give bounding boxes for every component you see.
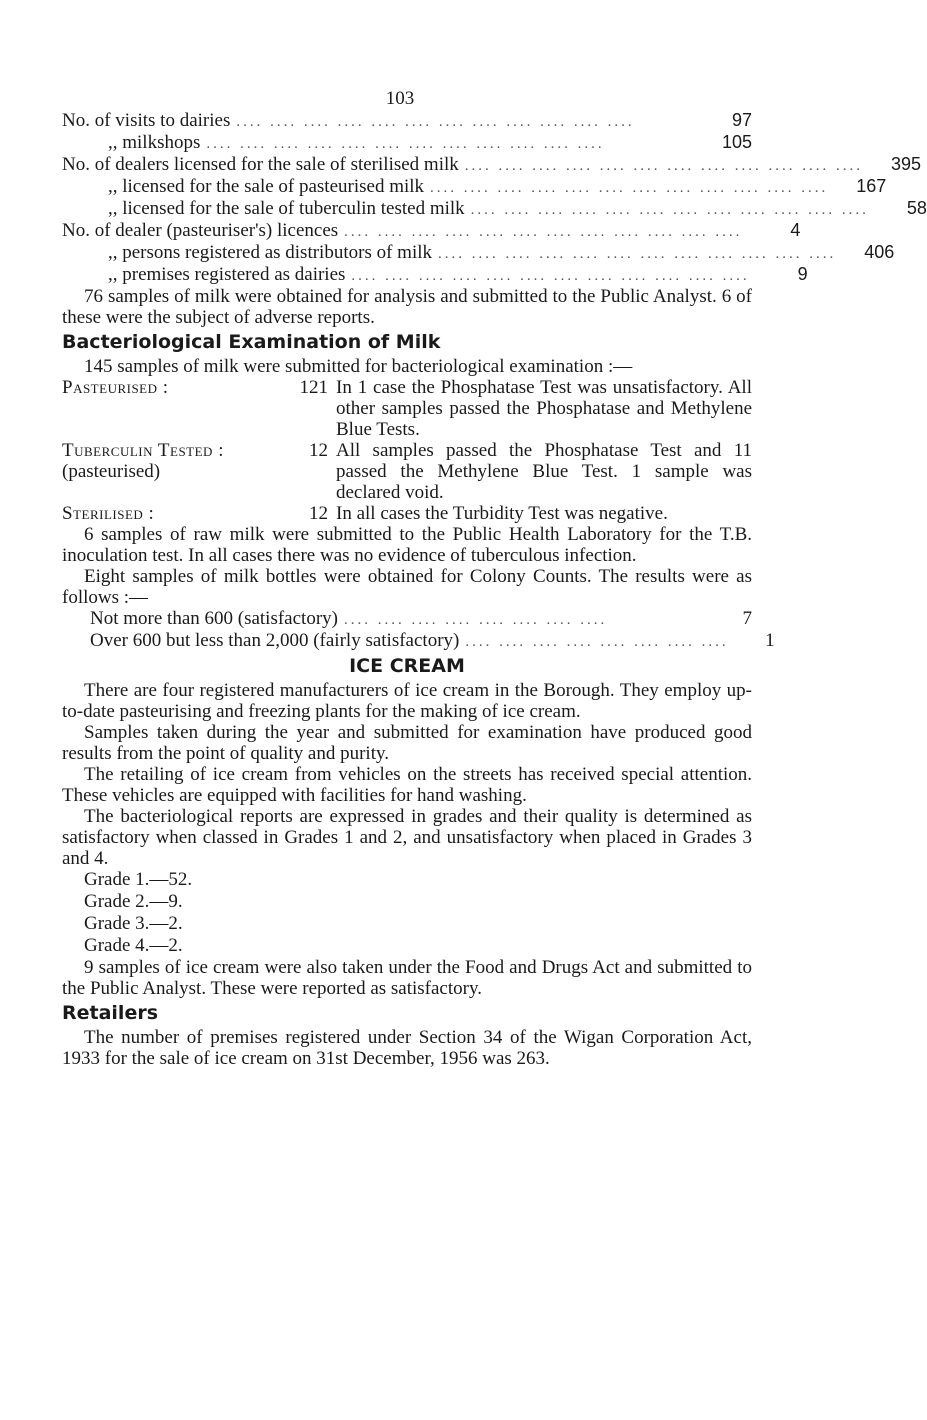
dairy-stats-list bbox=[62, 110, 927, 286]
stat-row bbox=[62, 198, 927, 220]
grade-item: Grade 2.—9. bbox=[84, 891, 183, 912]
stat-value: 105 bbox=[721, 132, 752, 152]
section-heading-retailers: Retailers bbox=[62, 1002, 159, 1024]
ice-cream-paragraph: Samples taken during the year and submitted for examination have produced good results from the point of quality and purity. bbox=[62, 722, 752, 764]
stat-value: 9 bbox=[797, 264, 808, 284]
category-label: Tuberculin Tested : bbox=[62, 440, 224, 461]
stat-row bbox=[62, 264, 808, 286]
retailers-paragraph: The number of premises registered under Section 34 of the Wigan Corporation Act, 1933 for the sale of ice cream on 31st December, 1956 was 263. bbox=[62, 1027, 752, 1069]
colony-count-row bbox=[62, 608, 752, 630]
stat-value: 4 bbox=[790, 220, 801, 240]
category-label: Pasteurised : bbox=[62, 377, 169, 398]
stat-label: ,, licensed for the sale of pasteurised milk bbox=[108, 176, 425, 197]
section-heading-ice-cream: ICE CREAM bbox=[349, 655, 465, 677]
section-heading-bacteriological: Bacteriological Examination of Milk bbox=[62, 331, 441, 353]
stat-row bbox=[62, 110, 752, 132]
category-count: 121 bbox=[299, 377, 328, 398]
colony-count-label: Over 600 but less than 2,000 (fairly satisfactory) bbox=[90, 630, 460, 651]
leader-dots: .... .... .... .... .... .... .... .... bbox=[343, 612, 608, 628]
stat-label: ,, milkshops bbox=[108, 132, 201, 153]
leader-dots: .... .... .... .... .... .... .... .... .... .... .... .... bbox=[430, 180, 829, 196]
leader-dots: .... .... .... .... .... .... .... .... .... .... .... .... bbox=[351, 268, 750, 284]
colony-count-row bbox=[62, 630, 775, 652]
page-content bbox=[62, 110, 927, 1069]
stat-row bbox=[62, 132, 752, 154]
grades-list bbox=[62, 869, 752, 957]
category-count: 12 bbox=[309, 503, 328, 524]
bottles-paragraph: Eight samples of milk bottles were obtained for Colony Counts. The results were as follows :— bbox=[62, 566, 752, 608]
colony-count-label: Not more than 600 (satisfactory) bbox=[90, 608, 338, 629]
grade-item: Grade 3.—2. bbox=[84, 913, 183, 934]
category-pasteurised bbox=[62, 377, 272, 440]
stat-value: 97 bbox=[731, 110, 752, 130]
colony-count-value: 1 bbox=[765, 630, 775, 651]
leader-dots: .... .... .... .... .... .... .... .... .... .... .... .... bbox=[470, 202, 869, 218]
colony-count-value: 7 bbox=[742, 608, 752, 629]
stat-label: ,, premises registered as dairies bbox=[108, 264, 346, 285]
stat-label: ,, persons registered as distributors of milk bbox=[108, 242, 433, 263]
page-number: 103 bbox=[385, 88, 415, 109]
stat-label: ,, licensed for the sale of tuberculin tested milk bbox=[108, 198, 465, 219]
analysis-paragraph: 76 samples of milk were obtained for analysis and submitted to the Public Analyst. 6 of these were the subject of adverse reports. bbox=[62, 286, 752, 328]
category-sublabel: (pasteurised) bbox=[62, 461, 161, 482]
raw-milk-paragraph: 6 samples of raw milk were submitted to the Public Health Laboratory for the T.B. inoculation test. In all cases there was no evidence of tuberculous infection. bbox=[62, 524, 752, 566]
grade-item: Grade 1.—52. bbox=[84, 869, 193, 890]
category-count: 12 bbox=[309, 440, 328, 461]
category-description: In 1 case the Phosphatase Test was unsatisfactory. All other samples passed the Phosphatase and Methylene Blue Tests. bbox=[336, 377, 752, 440]
stat-label: No. of visits to dairies bbox=[62, 110, 231, 131]
stat-label: No. of dealer (pasteuriser's) licences bbox=[62, 220, 339, 241]
ice-cream-paragraph: The bacteriological reports are expressed in grades and their quality is determined as satisfactory when classed in Grades 1 and 2, and unsatisfactory when placed in Grades 3 and 4. bbox=[62, 806, 752, 869]
stat-value: 167 bbox=[856, 176, 887, 196]
stat-value: 406 bbox=[864, 242, 895, 262]
leader-dots: .... .... .... .... .... .... .... .... .... .... .... .... bbox=[464, 158, 864, 174]
category-description: All samples passed the Phosphatase Test and 11 passed the Methylene Blue Test. 1 sample was declared void. bbox=[336, 440, 752, 503]
leader-dots: .... .... .... .... .... .... .... .... .... .... .... .... bbox=[438, 246, 837, 262]
bacteriological-intro: 145 samples of milk were submitted for bacteriological examination :— bbox=[84, 356, 633, 377]
stat-row bbox=[62, 242, 895, 264]
stat-row bbox=[62, 220, 801, 242]
leader-dots: .... .... .... .... .... .... .... .... .... .... .... .... bbox=[236, 114, 635, 130]
bacteriological-results-table bbox=[62, 377, 752, 524]
stat-row bbox=[62, 176, 887, 198]
category-tuberculin-tested bbox=[62, 440, 272, 503]
stat-label: No. of dealers licensed for the sale of sterilised milk bbox=[62, 154, 459, 175]
leader-dots: .... .... .... .... .... .... .... .... .... .... .... .... bbox=[344, 224, 743, 240]
stat-value: 395 bbox=[890, 154, 922, 174]
stat-value: 58 bbox=[906, 198, 927, 218]
stat-row bbox=[62, 154, 922, 176]
colony-counts-list bbox=[62, 608, 775, 652]
ice-cream-paragraph: The retailing of ice cream from vehicles on the streets has received special attention. These vehicles are equipped with facilities for hand washing. bbox=[62, 764, 752, 806]
food-drugs-paragraph: 9 samples of ice cream were also taken under the Food and Drugs Act and submitted to the Public Analyst. These were reported as satisfactory. bbox=[62, 957, 752, 999]
category-sterilised bbox=[62, 503, 272, 524]
leader-dots: .... .... .... .... .... .... .... .... bbox=[465, 634, 729, 650]
category-label: Sterilised : bbox=[62, 503, 155, 524]
category-description: In all cases the Turbidity Test was negative. bbox=[336, 503, 668, 524]
ice-cream-paragraph: There are four registered manufacturers of ice cream in the Borough. They employ up-to-date pasteurising and freezing plants for the making of ice cream. bbox=[62, 680, 752, 722]
grade-item: Grade 4.—2. bbox=[84, 935, 183, 956]
leader-dots: .... .... .... .... .... .... .... .... .... .... .... .... bbox=[206, 136, 605, 152]
